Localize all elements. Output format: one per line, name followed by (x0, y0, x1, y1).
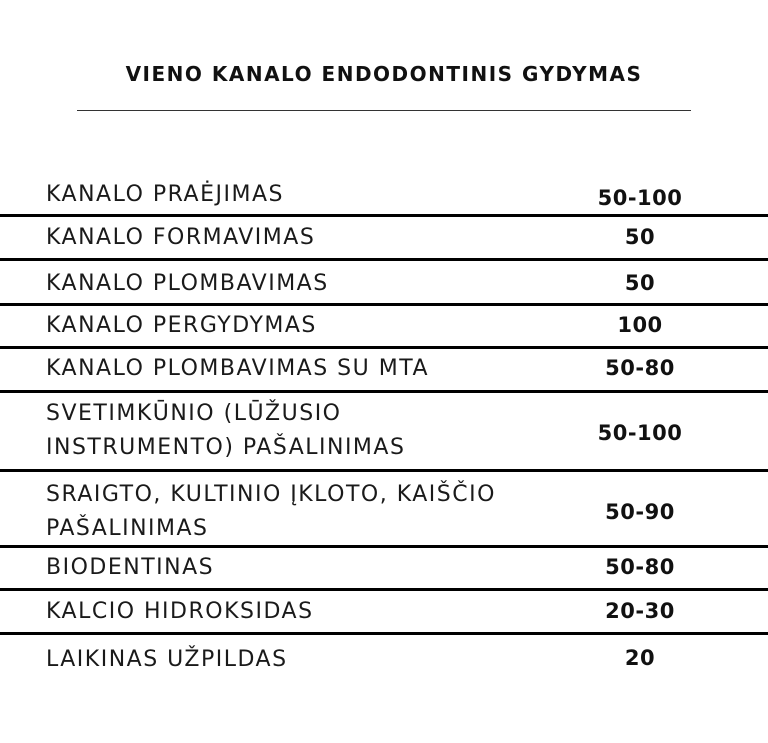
price-row (0, 352, 768, 390)
service-price: 50-100 (597, 421, 683, 445)
row-divider (0, 214, 768, 217)
service-name: KANALO PRAĖJIMAS (46, 182, 284, 207)
row-divider (0, 390, 768, 393)
service-price: 20-30 (605, 599, 675, 623)
service-price: 50-100 (597, 186, 683, 210)
price-row (0, 221, 768, 259)
page-title: VIENO KANALO ENDODONTINIS GYDYMAS (125, 62, 643, 86)
service-name: SRAIGTO, KULTINIO ĮKLOTO, KAIŠČIO PAŠALINIMAS (46, 482, 496, 541)
service-price: 50-90 (605, 500, 675, 524)
row-divider (0, 258, 768, 261)
row-divider (0, 346, 768, 349)
service-name: KANALO FORMAVIMAS (46, 225, 316, 250)
service-price: 50 (624, 271, 656, 295)
price-row (0, 551, 768, 587)
price-row (0, 267, 768, 305)
service-name: LAIKINAS UŽPILDAS (46, 647, 288, 672)
service-price: 50 (624, 225, 656, 249)
service-name: SVETIMKŪNIO (LŪŽUSIO INSTRUMENTO) PAŠALINIMAS (46, 401, 406, 460)
service-name: KANALO PLOMBAVIMAS (46, 271, 329, 296)
price-row (0, 478, 768, 546)
service-price: 50-80 (605, 555, 675, 579)
service-price: 50-80 (605, 356, 675, 380)
title-divider (77, 110, 691, 111)
row-divider (0, 545, 768, 548)
service-name: KANALO PLOMBAVIMAS SU MTA (46, 356, 430, 381)
price-row (0, 178, 768, 216)
price-row (0, 643, 768, 679)
service-price: 20 (624, 646, 656, 670)
service-name: KALCIO HIDROKSIDAS (46, 599, 314, 624)
row-divider (0, 303, 768, 306)
service-name: KANALO PERGYDYMAS (46, 313, 317, 338)
price-row (0, 595, 768, 631)
row-divider (0, 469, 768, 472)
row-divider (0, 632, 768, 635)
service-name: BIODENTINAS (46, 555, 215, 580)
price-row (0, 309, 768, 347)
price-row (0, 397, 768, 469)
service-price: 100 (617, 313, 663, 337)
row-divider (0, 588, 768, 591)
